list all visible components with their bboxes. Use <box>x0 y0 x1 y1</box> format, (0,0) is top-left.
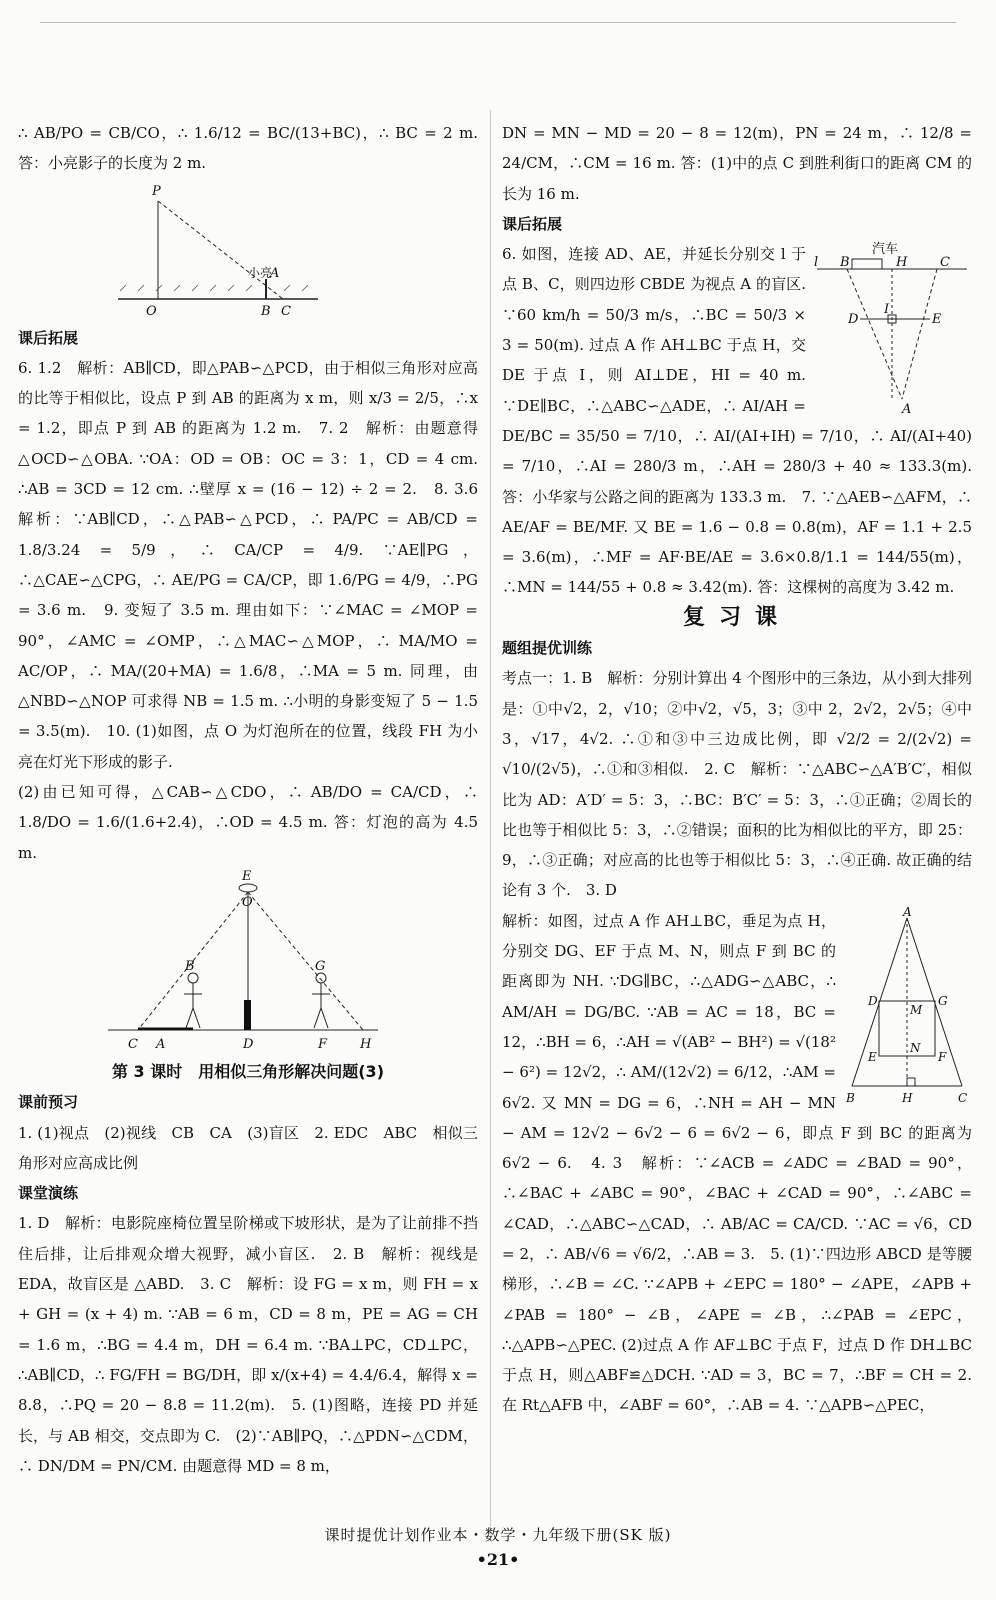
left-column <box>18 118 494 1481</box>
fig4-label-A: A <box>903 905 912 919</box>
fig3-label-car: 汽车 <box>872 242 899 258</box>
fig2-label-E: E <box>242 869 252 884</box>
fig3-label-B: B <box>840 255 850 271</box>
car-blindspot-figure <box>812 239 972 414</box>
fig4-label-E: E <box>868 1049 877 1064</box>
fig2-label-O: O <box>242 894 253 910</box>
fig3-label-D: D <box>848 312 859 328</box>
fig1-label-A: A <box>270 265 280 281</box>
fig4-label-H: H <box>902 1090 913 1105</box>
right-column <box>502 118 972 1421</box>
lamp-figure <box>98 870 398 1055</box>
left-para-2: 6. 1.2 解析：AB∥CD，即△PAB∽△PCD，由于相似三角形对应高的比等于相似比，设点 P 到 AB 的距离为 x m，则 x/3 = 2/5，∴x = 1.2，即点 P 到 AB 的距离为 1.2 m. 7. 2 解析：由题意得△OCD∽△OBA. ∵OA：OD = OB：OC = 3：1，CD = 4 cm. ∴AB = 3CD = 12 cm. ∴壁厚 x = (16 − 12) ÷ 2 = 2. 8. 3.6 解析：∵AB∥CD，∴△PAB∽△PCD，∴ PA/PC = AB/CD = 1.8/3.24 = 5/9，∴ CA/CP = 4/9. ∵AE∥PG，∴△CAE∽△CPG，∴ AE/PG = CA/CP，即 1.6/PG = 4/9，∴PG = 3.6 m. 9. 变短了 3.5 m. 理由如下：∵∠MAC = ∠MOP = 90°，∠AMC = ∠OMP，∴△MAC∽△MOP，∴ MA/MO = AC/OP，∴ MA/(20+MA) = 1.6/8，∴MA = 5 m. 同理，由△NBD∽△NOP 可求得 NB = 1.5 m. ∴小明的身影变短了 5 − 1.5 = 3.5(m). 10. (1)如图，点 O 为灯泡所在的位置，线段 FH 为小亮在灯光下形成的影子. <box>18 358 494 771</box>
fig3-label-A: A <box>902 402 912 415</box>
shadow-figure <box>98 181 398 321</box>
right-para-1: DN = MN − MD = 20 − 8 = 12(m)，PN = 24 m，∴ 12/8 = 24/CM，∴CM = 16 m. 答：(1)中的点 C 到胜利街口的距离 CM 的长为 16 m. <box>502 124 972 203</box>
fig3-label-E: E <box>932 312 942 328</box>
fig4-label-F: F <box>938 1049 947 1064</box>
fig2-label-H: H <box>360 1036 372 1052</box>
fig3-label-I: I <box>884 302 890 318</box>
left-para-5: 1. D 解析：电影院座椅位置呈阶梯或下坡形状，是为了让前排不挡住后排，让后排观众增大视野，减小盲区. 2. B 解析：视线是 EDA，故盲区是 △ABD. 3. C 解析：设 FG = x m，则 FH = x + GH = (x + 4) m. ∵AB = 6 m，CD = 8 m，PE = AG = CH = 1.6 m，∴BG = 4.4 m，DH = 6.4 m. ∵BA⊥PC，CD⊥PC，∴AB∥CD，∴ FG/FH = BG/DH，即 x/(x+4) = 4.4/6.4，解得 x = 8.8，∴PQ = 20 − 8.8 = 11.2(m). 5. (1)图略，连接 PD 并延长，与 AB 相交，交点即为 C. (2)∵AB∥PQ，∴△PDN∽△CDM，∴ DN/DM = PN/CM. 由题意得 MD = 8 m， <box>18 1214 478 1475</box>
triangle-rectangle-figure <box>842 906 972 1106</box>
fig4-label-B: B <box>846 1090 855 1105</box>
page-footer: 课时提优计划作业本・数学・九年级下册(SK 版) <box>324 1526 672 1544</box>
fig2-label-A: A <box>156 1036 166 1052</box>
left-para-4: 1. (1)视点 (2)视线 CB CA (3)盲区 2. EDC ABC 相似三角形对应高成比例 <box>18 1123 478 1172</box>
fig3-label-H: H <box>896 255 908 271</box>
fig1-label-C: C <box>281 303 291 319</box>
fig2-label-D: D <box>243 1036 254 1052</box>
right-para-2: 6. 如图，连接 AD、AE，并延长分别交 l 于点 B、C，则四边形 CBDE 为视点 A 的盲区. ∵60 km/h = 50/3 m/s，∴BC = 50/3 × 3 = 50(m). 过点 A 作 AH⊥BC 于点 H，交 DE 于点 I，则 AI⊥DE，HI = 40 m. ∵DE∥BC，∴△ABC∽△ADE，∴ AI/AH = DE/BC = 35/50 = 7/10，∴ AI/(AI+IH) = 7/10，∴ AI/(AI+40) = 7/10，∴AI = 280/3 m，∴AH = 280/3 + 40 ≈ 133.3(m). 答：小华家与公路之间的距离为 133.3 m. 7. ∵△AEB∽△AFM，∴ AE/AF = BE/MF. 又 BE = 1.6 − 0.8 = 0.8(m)，AF = 1.1 + 2.5 = 3.6(m)，∴MF = AF·BE/AE = 3.6×0.8/1.1 = 144/55(m)，∴MN = 144/55 + 0.8 ≈ 3.42(m). 答：这棵树的高度为 3.42 m. <box>502 245 972 597</box>
right-para-3: 考点一：1. B 解析：分别计算出 4 个图形中的三条边，从小到大排列是：①中√2，2，√10；②中√2，√5，3；③中 2，2√2，2√5；④中 3，√17，4√2. ∴①和③中三边成比例，即 √2/2 = 2/(2√2) = √10/(2√5)，∴①和③相似. 2. C 解析：∵△ABC∽△A′B′C′，相似比为 AD：A′D′ = 5：3，∴BC：B′C′ = 5：3，∴①正确；②周长的比也等于相似比 5：3，∴②错误；面积的比为相似比的平方，即 25：9，∴③正确；对应高的比也等于相似比 5：3，∴④正确. 故正确的结论有 3 个. 3. D <box>502 669 972 900</box>
column-divider <box>490 110 491 1530</box>
fig1-label-O: O <box>146 303 157 319</box>
left-para-3: (2)由已知可得，△CAB∽△CDO，∴ AB/DO = CA/CD，∴ 1.8/DO = 1.6/(1.6+2.4)，∴OD = 4.5 m. 答：灯泡的高为 4.5 m. <box>18 783 478 862</box>
fig1-label-B: B <box>261 303 271 319</box>
fig2-label-B: B <box>185 958 195 974</box>
section-classroom: 课堂演练 <box>18 1184 79 1203</box>
left-para-1: ∴ AB/PO = CB/CO，∴ 1.6/12 = BC/(13+BC)，∴ BC = 2 m. 答：小亮影子的长度为 2 m. <box>18 124 478 173</box>
fig2-label-G: G <box>315 958 326 974</box>
fig4-label-N: N <box>910 1040 921 1055</box>
fig2-label-C: C <box>128 1036 138 1052</box>
top-rule <box>40 22 956 23</box>
lesson-title: 第 3 课时 用相似三角形解决问题(3) <box>111 1061 385 1081</box>
fig2-label-F: F <box>318 1036 328 1052</box>
fig1-label-P: P <box>152 183 161 199</box>
fig4-label-G: G <box>938 993 948 1008</box>
section-extension: 课后拓展 <box>18 328 79 347</box>
fig3-label-l: l <box>814 255 819 271</box>
section-group-training: 题组提优训练 <box>502 639 593 658</box>
review-title: 复习课 <box>682 604 791 630</box>
page-number: •21• <box>476 1550 520 1569</box>
fig1-label-person: 小亮 <box>248 265 273 280</box>
fig4-label-D: D <box>868 993 878 1008</box>
right-para-4: 解析：如图，过点 A 作 AH⊥BC，垂足为点 H，分别交 DG、EF 于点 M、N，则点 F 到 BC 的距离即为 NH. ∵DG∥BC，∴△ADG∽△ABC，∴ AM/AH = DG/BC. ∵AB = AC = 18，BC = 12，∴BH = 6，∴AH = √(AB² − BH²) = √(18² − 6²) = 12√2，∴ AM/(12√2) = 6/12，∴AM = 6√2. 又 MN = DG = 6，∴NH = AH − MN − AM = 12√2 − 6√2 − 6 = 6√2 − 6，即点 F 到 BC 的距离为 6√2 − 6. 4. 3 解析：∵∠ACB = ∠ADC = ∠BAD = 90°，∴∠BAC + ∠ABC = 90°，∠BAC + ∠CAD = 90°，∴∠ABC = ∠CAD，∴△ABC∽△CAD，∴ AB/AC = CA/CD. ∵AC = √6，CD = 2，∴ AB/√6 = √6/2，∴AB = 3. 5. (1)∵四边形 ABCD 是等腰梯形，∴∠B = ∠C. ∵∠APB + ∠EPC = 180° − ∠APE，∠APB + ∠PAB = 180° − ∠B，∠APE = ∠B，∴∠PAB = ∠EPC，∴△APB∽△PEC. (2)过点 A 作 AF⊥BC 于点 F，过点 D 作 DH⊥BC 于点 H，则△ABF≌△DCH. ∵AD = 3，BC = 7，∴BF = CH = 2. 在 Rt△AFB 中，∠ABF = 60°，∴AB = 4. ∵△APB∽△PEC， <box>502 911 972 1415</box>
fig4-label-M: M <box>910 1002 923 1017</box>
section-extension-right: 课后拓展 <box>502 214 563 233</box>
fig4-label-C: C <box>958 1090 968 1105</box>
fig3-label-C: C <box>940 255 950 271</box>
section-preview: 课前预习 <box>18 1093 79 1112</box>
